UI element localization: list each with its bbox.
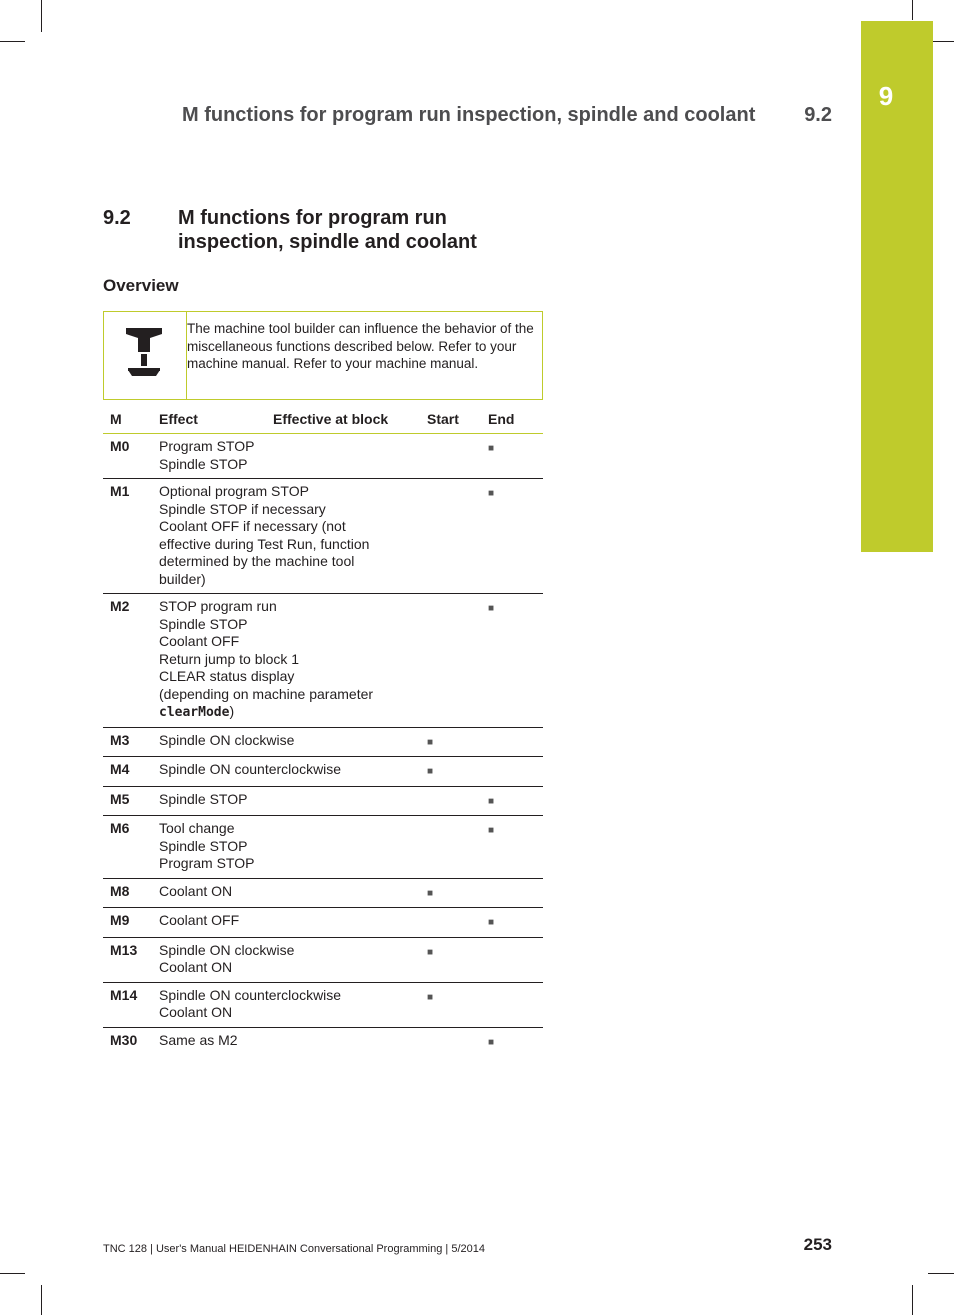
- end-mark: ■: [488, 443, 495, 454]
- m-code-cell: M14: [103, 982, 152, 1027]
- effect-line: CLEAR status display: [159, 668, 295, 684]
- table-row: [103, 727, 543, 757]
- crop-mark: [41, 0, 42, 32]
- end-cell: [481, 878, 543, 908]
- m-code-cell: M3: [103, 727, 152, 757]
- end-mark: ■: [488, 795, 495, 807]
- end-mark: ■: [488, 825, 495, 836]
- footer-text: TNC 128 | User's Manual HEIDENHAIN Conversational Programming | 5/2014: [103, 1243, 485, 1255]
- m-code-cell: M5: [103, 786, 152, 816]
- start-cell: [420, 479, 481, 594]
- effect-line: builder): [159, 570, 206, 587]
- effect-line: Spindle ON clockwise: [159, 731, 295, 748]
- crop-mark: [912, 1285, 913, 1315]
- table-row: [103, 908, 543, 938]
- effect-cell: [152, 1027, 420, 1056]
- effect-cell: [152, 982, 420, 1027]
- table-row: [103, 434, 543, 479]
- start-cell: [420, 757, 481, 787]
- effect-line: Spindle STOP: [159, 837, 248, 854]
- effect-cell: [152, 878, 420, 908]
- effect-cell: [152, 757, 420, 787]
- section-title-line: M functions for program run: [178, 207, 447, 229]
- effect-line: Tool change: [159, 820, 235, 836]
- crop-mark: [928, 1273, 954, 1274]
- table-row: [103, 982, 543, 1027]
- table-row: [103, 594, 543, 728]
- effect-cell: [152, 908, 420, 938]
- header-start: Start: [420, 405, 481, 434]
- m-code-cell: M1: [103, 479, 152, 594]
- effect-line: effective during Test Run, function: [159, 535, 370, 552]
- end-cell: [481, 1027, 543, 1056]
- effect-line: Spindle ON counterclockwise: [159, 986, 342, 1003]
- effect-cell: [152, 937, 420, 982]
- effect-line: [159, 703, 420, 722]
- end-cell: [481, 479, 543, 594]
- effect-line: determined by the machine tool: [159, 553, 355, 569]
- effect-line: Spindle STOP if necessary: [159, 500, 326, 517]
- m-code-cell: M30: [110, 1031, 138, 1048]
- running-head-title: M functions for program run inspection, spindle and coolant: [182, 104, 756, 126]
- table-row: [103, 816, 543, 879]
- effect-line: Optional program STOP: [159, 483, 309, 499]
- effect-cell: [152, 594, 420, 728]
- subheading-overview: Overview: [103, 276, 179, 295]
- end-cell: [481, 982, 543, 1027]
- m-code-cell: M2: [103, 594, 152, 728]
- m-code-cell: M0: [103, 434, 152, 479]
- end-mark: ■: [488, 488, 495, 499]
- start-cell: [420, 1027, 481, 1056]
- table-row: [103, 479, 543, 594]
- effect-line: STOP program run: [159, 598, 277, 614]
- effect-line: Coolant OFF: [159, 912, 240, 928]
- start-mark: ■: [427, 946, 434, 958]
- start-mark: ■: [427, 991, 434, 1003]
- effect-cell: [152, 727, 420, 757]
- effect-cell: [152, 786, 420, 816]
- m-code-cell: M9: [103, 908, 152, 938]
- crop-mark: [0, 1273, 25, 1274]
- effect-line: (depending on machine parameter: [159, 685, 374, 702]
- start-mark: ■: [427, 887, 434, 899]
- end-cell: [481, 937, 543, 982]
- effect-line: Coolant ON: [159, 882, 233, 899]
- start-cell: [420, 937, 481, 982]
- running-head: [182, 104, 832, 127]
- end-cell: [481, 727, 543, 757]
- effect-line: Coolant ON: [159, 1004, 233, 1020]
- chapter-number: 9: [878, 81, 894, 111]
- effect-line: Coolant OFF if necessary (not: [159, 518, 346, 534]
- end-mark: ■: [488, 1036, 495, 1048]
- table-row: [103, 937, 543, 982]
- m-code-cell: M4: [103, 757, 152, 787]
- effect-cell: [152, 816, 420, 879]
- note-icon-area: [104, 312, 187, 399]
- section-title: [178, 206, 538, 254]
- effect-line: Spindle STOP: [159, 455, 248, 472]
- m-code-cell: M6: [103, 816, 152, 879]
- effect-line: Spindle ON counterclockwise: [159, 761, 342, 777]
- header-end: End: [481, 405, 543, 434]
- start-mark: ■: [427, 736, 434, 748]
- start-cell: [420, 878, 481, 908]
- effect-line: Return jump to block 1: [159, 650, 300, 667]
- effect-line: Spindle STOP: [159, 790, 248, 807]
- start-cell: [420, 594, 481, 728]
- start-cell: [420, 434, 481, 479]
- start-cell: [420, 786, 481, 816]
- effect-line: Program STOP: [159, 855, 255, 871]
- effect-line: Spindle ON clockwise: [159, 941, 295, 958]
- start-mark: ■: [427, 766, 434, 777]
- running-head-number: 9.2: [804, 104, 832, 126]
- machine-parameter-name: clearMode: [159, 705, 230, 720]
- end-cell: [481, 434, 543, 479]
- end-cell: [481, 816, 543, 879]
- effect-cell: [152, 479, 420, 594]
- header-effect: Effect: [152, 405, 266, 434]
- start-cell: [420, 727, 481, 757]
- end-cell: [481, 594, 543, 728]
- effect-suffix: ): [229, 703, 235, 719]
- m-functions-table: [103, 405, 543, 1056]
- m-code-cell: M8: [103, 878, 152, 908]
- effect-line: Coolant ON: [159, 959, 233, 975]
- start-cell: [420, 982, 481, 1027]
- end-mark: ■: [488, 603, 495, 614]
- table-row: [103, 757, 543, 787]
- effect-cell: [152, 434, 420, 479]
- end-cell: [481, 908, 543, 938]
- crop-mark: [0, 41, 25, 42]
- start-cell: [420, 816, 481, 879]
- header-m: M: [103, 405, 152, 434]
- section-title-line: inspection, spindle and coolant: [178, 231, 477, 253]
- effect-line: Same as M2: [159, 1031, 238, 1048]
- note-text: The machine tool builder can influence the behavior of the miscellaneous functions described below. Refer to your machine manual. Refer to your machine manual.: [187, 321, 534, 371]
- crop-mark: [912, 0, 913, 20]
- machine-tool-builder-icon: [122, 322, 166, 378]
- effect-line: Coolant OFF: [159, 633, 240, 649]
- effect-line: Spindle STOP: [159, 615, 248, 632]
- effect-line: Program STOP: [159, 438, 255, 454]
- start-cell: [420, 908, 481, 938]
- crop-mark: [41, 1285, 42, 1315]
- chapter-tab: [861, 21, 933, 552]
- table-row: [103, 878, 543, 908]
- table-row: [103, 786, 543, 816]
- end-cell: [481, 786, 543, 816]
- table-row: [103, 1027, 543, 1056]
- end-mark: ■: [488, 917, 495, 928]
- table-header-row: [103, 405, 543, 434]
- end-cell: [481, 757, 543, 787]
- header-effective-at-block: Effective at block: [266, 405, 420, 434]
- note-box: [103, 311, 543, 400]
- page-number: 253: [803, 1235, 832, 1254]
- m-code-cell: M13: [103, 937, 152, 982]
- section-number: 9.2: [103, 207, 131, 229]
